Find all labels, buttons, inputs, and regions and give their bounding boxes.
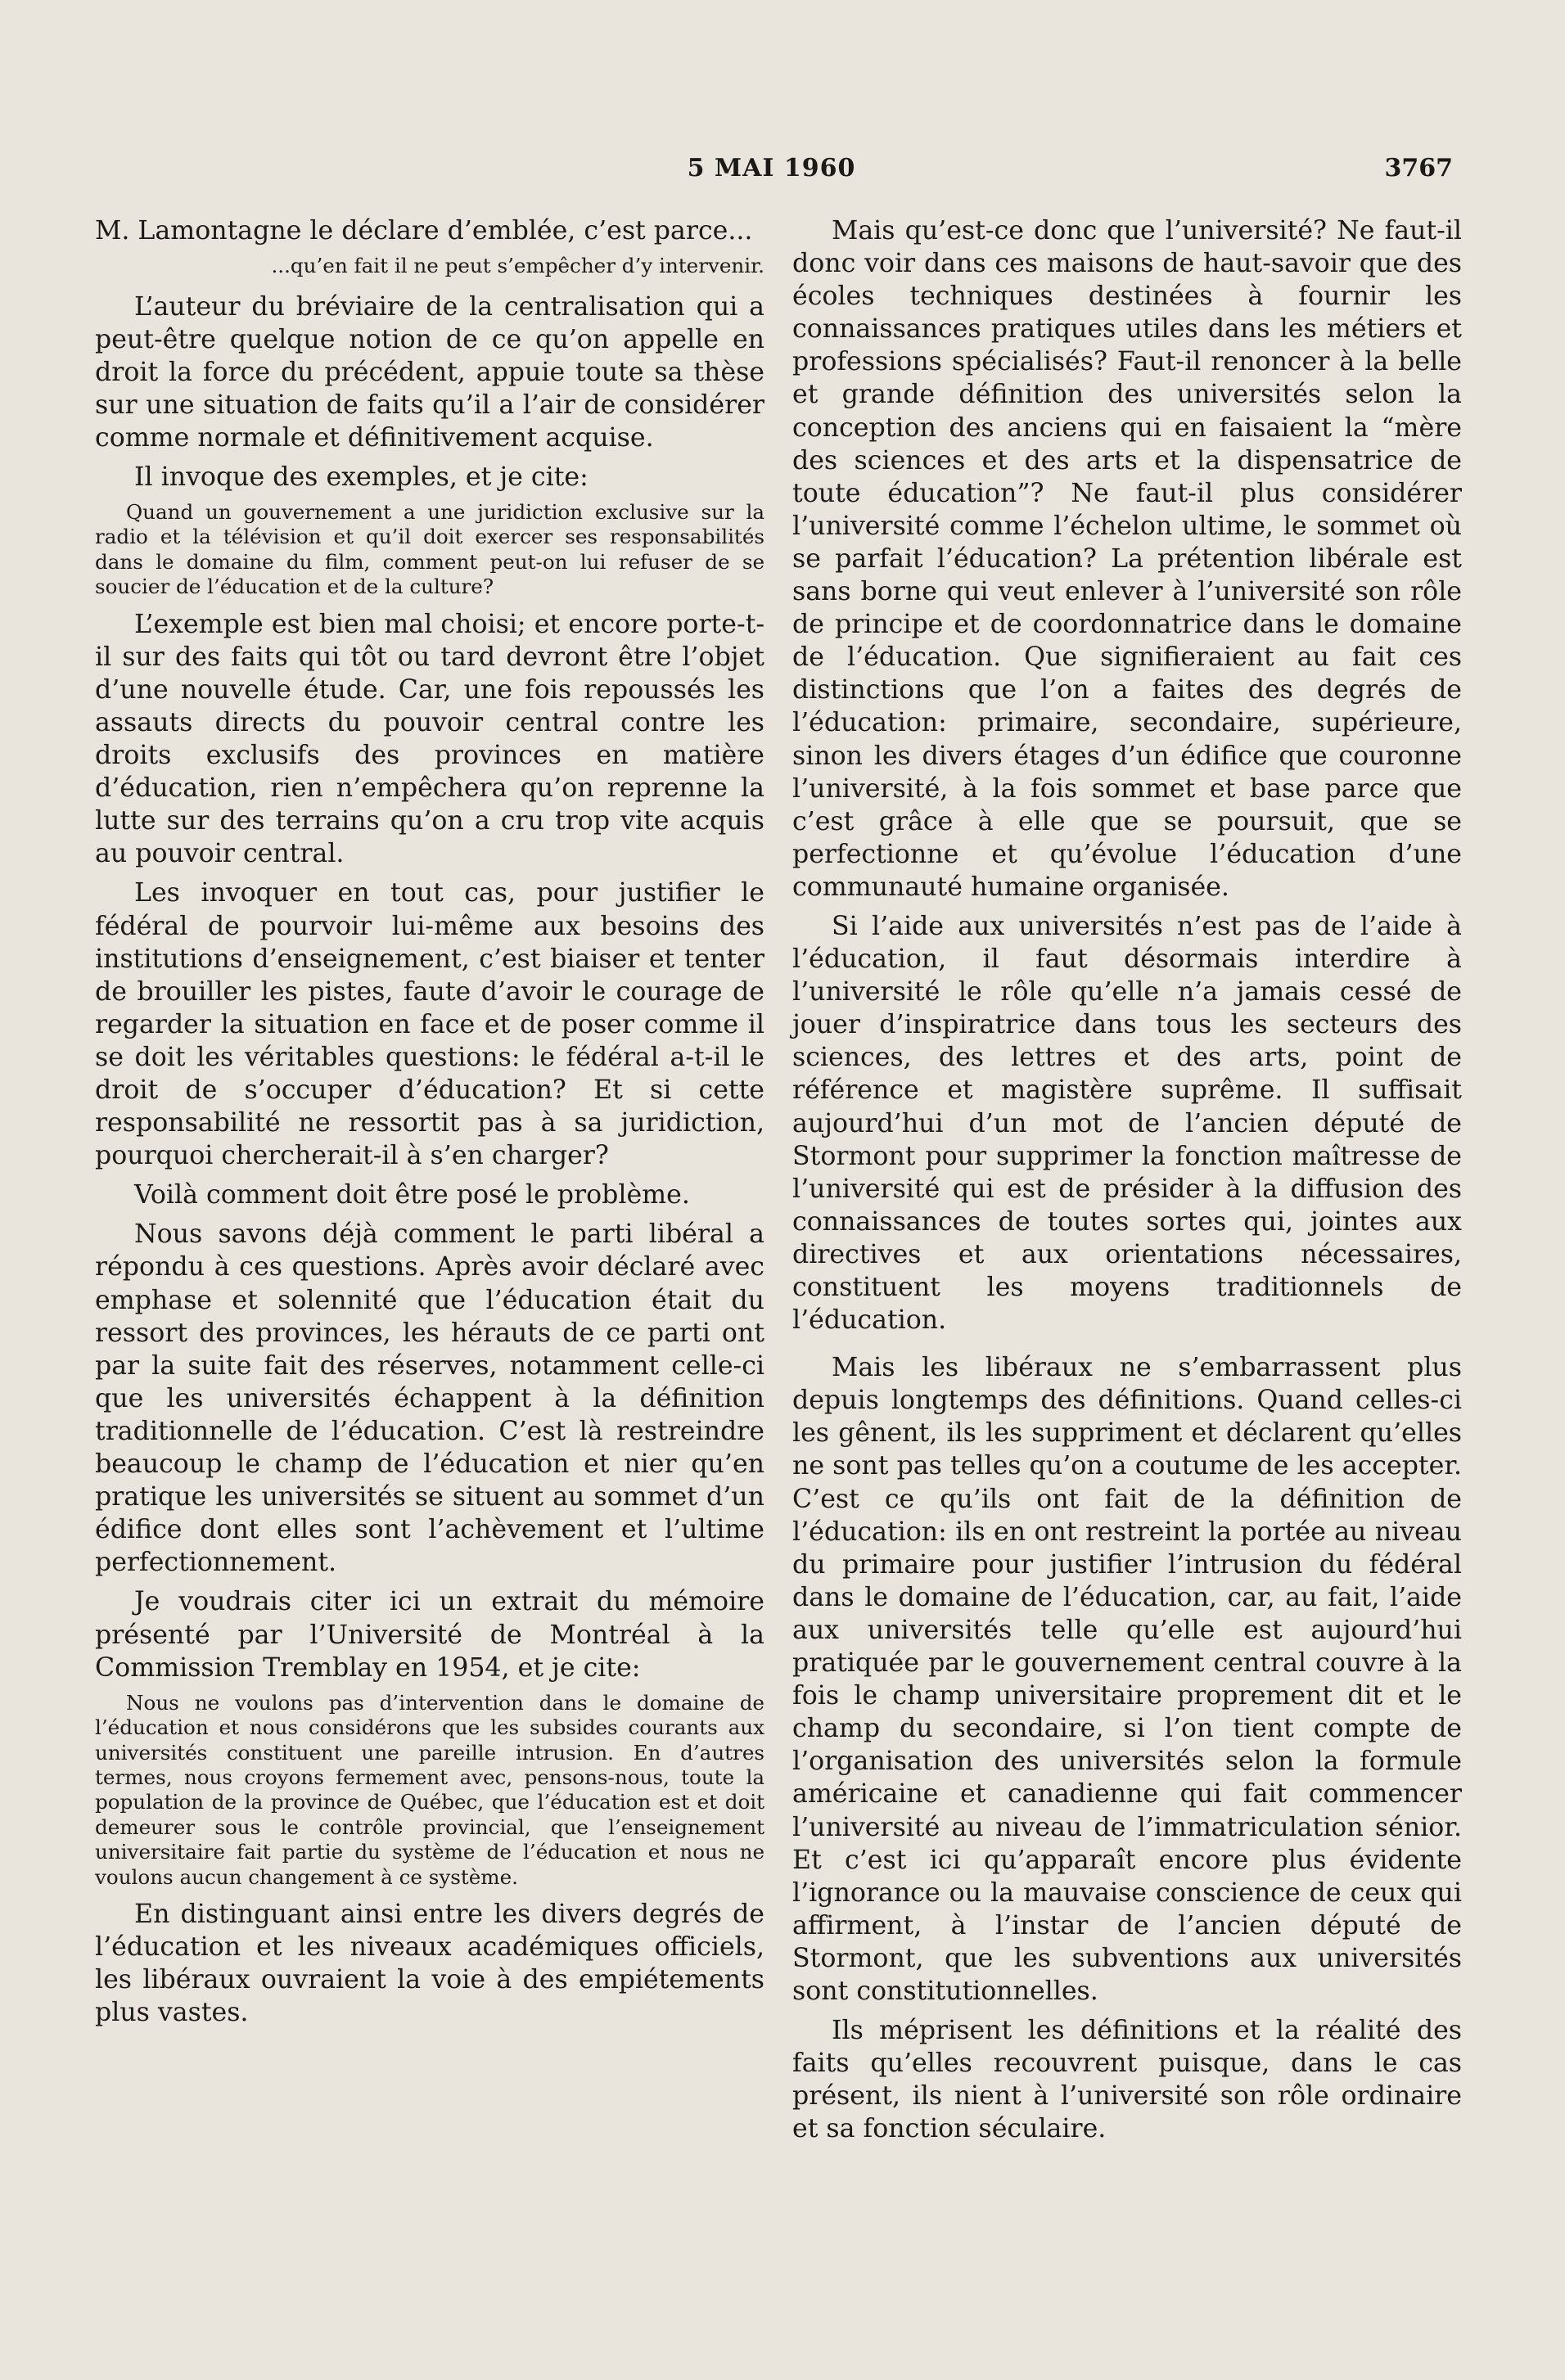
page-number: 3767 bbox=[1384, 154, 1453, 183]
paragraph: L’auteur du bréviaire de la centralisation qui a peut-être quelque notion de ce qu’on appelle en droit la force du précédent, appuie toute sa thèse sur une situation de faits qu’il a l’air de considérer comme normale et définitivement acquise. bbox=[95, 291, 764, 453]
paragraph: Voilà comment doit être posé le problème. bbox=[134, 1180, 690, 1210]
paragraph: Les invoquer en tout cas, pour justifier le fédéral de pourvoir lui-même aux besoins des institutions d’enseignement, c’est biaiser et tenter de brouiller les pistes, faute d’avoir le courage de regarder la situation en face et de poser comme il se doit les véritables questions: le fédéral a-t-il le droit de s’occuper d’éducation? Et si cette responsabilité ne ressortit pas à sa juridiction, pourquoi chercherait-il à s’en charger? bbox=[95, 878, 764, 1171]
paragraph: Mais qu’est-ce donc que l’université? Ne faut-il donc voir dans ces maisons de haut-savoir que des écoles techniques destinées à fournir les connaissances pratiques utiles dans les métiers et professions spécialisés? Faut-il renoncer à la belle et grande définition des universités selon la conception des anciens qui en faisaient la “mère des sciences et des arts et la dispensatrice de toute éducation”? Ne faut-il plus considérer l’université comme l’échelon ultime, le sommet où se parfait l’éducation? La prétention libérale est sans borne qui veut enlever à l’université son rôle de principe et de coordonnatrice dans le domaine de l’éducation. Que signifieraient au fait ces distinctions que l’on a faites des degrés de l’éducation: primaire, secondaire, supérieure, sinon les divers étages d’un édifice que couronne l’université, à la fois sommet et base parce que c’est grâce à elle que se poursuit, que se perfectionne et qu’évolue l’éducation d’une communauté humaine organisée. bbox=[792, 216, 1462, 902]
paragraph: Si l’aide aux universités n’est pas de l’aide à l’éducation, il faut désormais interdire à l’université le rôle qu’elle n’a jamais cessé de jouer d’inspiratrice dans tous les secteurs des sciences, des lettres et des arts, point de référence et magistère suprême. Il suffisait aujourd’hui d’un mot de l’ancien député de Stormont pour supprimer la fonction maîtresse de l’université qui est de présider à la diffusion des connaissances de toutes sortes qui, jointes aux directives et aux orientations nécessaires, constituent les moyens traditionnels de l’éducation. bbox=[792, 911, 1462, 1336]
block-quote: Quand un gouvernement a une juridiction exclusive sur la radio et la télévision et qu’il doit exercer ses responsabilités dans le domaine du film, comment peut-on lui refuser de se soucier de l’éducation et de la culture? bbox=[95, 500, 764, 599]
paragraph: Mais les libéraux ne s’embarrassent plus depuis longtemps des définitions. Quand celles-ci les gênent, ils les suppriment et déclarent qu’elles ne sont pas telles qu’on a coutume de les accepter. C’est ce qu’ils ont fait de la définition de l’éducation: ils en ont restreint la portée au niveau du primaire pour justifier l’intrusion du fédéral dans le domaine de l’éducation, car, au fait, l’aide aux universités telle qu’elle est aujourd’hui pratiquée par le gouvernement central couvre à la fois le champ universitaire proprement dit et le champ du secondaire, si l’on tient compte de l’organisation des universités selon la formule américaine et canadienne qui fait commencer l’université au niveau de l’immatriculation sénior. Et c’est ici qu’apparaît encore plus évidente l’ignorance ou la mauvaise conscience de ceux qui affirment, à l’instar de l’ancien député de Stormont, que les subventions aux universités sont constitutionnelles. bbox=[792, 1353, 1462, 2006]
right-column bbox=[792, 214, 1462, 2152]
header-date: 5 MAI 1960 bbox=[687, 154, 856, 183]
left-column bbox=[95, 214, 764, 2035]
paragraph: Je voudrais citer ici un extrait du mémoire présenté par l’Université de Montréal à la Commission Tremblay en 1954, et je cite: bbox=[95, 1587, 764, 1683]
page-header bbox=[90, 154, 1453, 187]
paragraph: L’exemple est bien mal choisi; et encore porte-t-il sur des faits qui tôt ou tard devront être l’objet d’une nouvelle étude. Car, une fois repoussés les assauts directs du pouvoir central contre les droits exclusifs des provinces en matière d’éducation, rien n’empêchera qu’on reprenne la lutte sur des terrains qu’on a cru trop vite acquis au pouvoir central. bbox=[95, 609, 764, 869]
quote-continuation: ...qu’en fait il ne peut s’empêcher d’y intervenir. bbox=[271, 254, 764, 278]
paragraph: Ils méprisent les définitions et la réalité des faits qu’elles recouvrent puisque, dans le cas présent, ils nient à l’université son rôle ordinaire et sa fonction séculaire. bbox=[792, 2016, 1462, 2144]
paragraph: Nous savons déjà comment le parti libéral a répondu à ces questions. Après avoir déclaré avec emphase et solennité que l’éducation était du ressort des provinces, les hérauts de ce parti ont par la suite fait des réserves, notamment celle-ci que les universités échappent à la définition traditionnelle de l’éducation. C’est là restreindre beaucoup le champ de l’éducation et nier qu’en pratique les universités se situent au sommet d’un édifice dont elles sont l’achèvement et l’ultime perfectionnement. bbox=[95, 1219, 764, 1578]
block-quote: Nous ne voulons pas d’intervention dans le domaine de l’éducation et nous considérons que les subsides courants aux universités constituent une pareille intrusion. En d’autres termes, nous croyons fermement avec, pensons-nous, toute la population de la province de Québec, que l’éducation est et doit demeurer sous le contrôle provincial, que l’enseignement universitaire fait partie du système de l’éducation et nous ne voulons aucun changement à ce système. bbox=[95, 1690, 764, 1889]
paragraph: Il invoque des exemples, et je cite: bbox=[134, 462, 589, 492]
paragraph: M. Lamontagne le déclare d’emblée, c’est parce... bbox=[95, 216, 753, 246]
paragraph: En distinguant ainsi entre les divers degrés de l’éducation et les niveaux académiques officiels, les libéraux ouvraient la voie à des empiétements plus vastes. bbox=[95, 1899, 764, 2028]
